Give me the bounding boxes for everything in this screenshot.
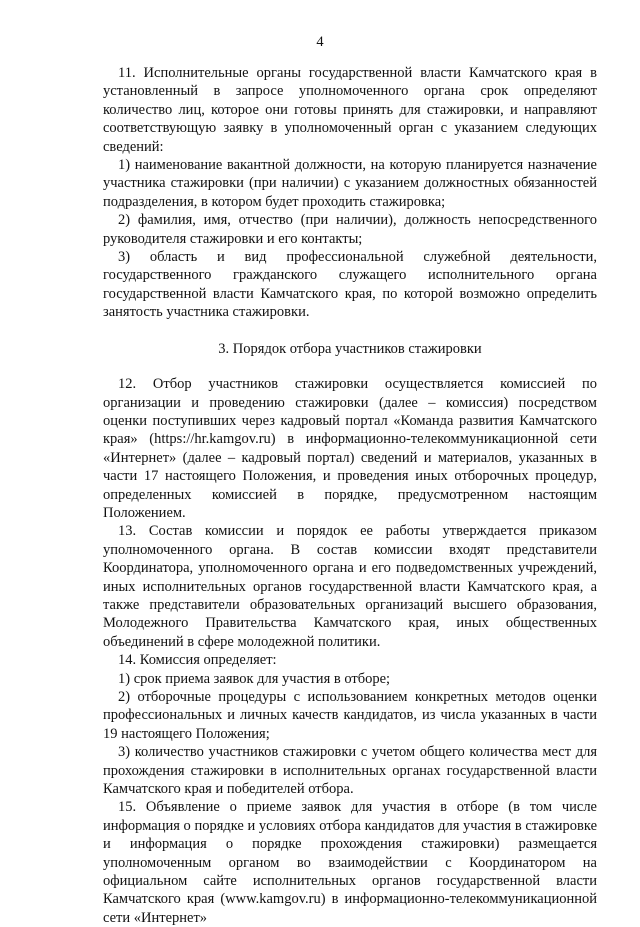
section-heading: 3. Порядок отбора участников стажировки <box>218 340 482 357</box>
list-item-2: 2) отборочные процедуры с использованием конкретных методов оценки профессиональных и личных качеств кандидатов, из числа указанных в части 19 настоящего Положения; <box>103 689 597 742</box>
paragraph-12: 12. Отбор участников стажировки осуществляется комиссией по организации и проведению стажировки (далее – комиссия) посредством оценки поступивших через кадровый портал «Команда развития Камчатского края» (https://hr.kamgov.ru) в информационно-телекоммуникационной сети «Интернет» (далее – кадровый портал) сведений и материалов, указанных в части 17 настоящего Положения, и проведения иных отборочных процедур, определенных комиссией в порядке, предусмотренном настоящим Положением. <box>103 376 597 521</box>
paragraph-11: 11. Исполнительные органы государственной власти Камчатского края в установленный в запросе уполномоченного органа срок определяют количество лиц, которое они готовы принять для стажировки, и направляют соответствующую заявку в уполномоченный орган с указанием следующих сведений: <box>103 65 597 155</box>
list-item-2: 2) фамилия, имя, отчество (при наличии), должность непосредственного руководителя стажировки и его контакты; <box>103 212 597 247</box>
list-item-3: 3) область и вид профессиональной служебной деятельности, государственного гражданского служащего исполнительного органа государственной власти Камчатского края, по которой возможно определить занятость участника стажировки. <box>103 249 597 321</box>
page-number: 4 <box>316 34 324 50</box>
paragraph-14: 14. Комиссия определяет: <box>118 652 277 669</box>
document-body <box>103 64 597 927</box>
list-item-1: 1) наименование вакантной должности, на которую планируется назначение участника стажировки (при наличии) с указанием должностных обязанностей подразделения, в котором будет проходить стажировка; <box>103 157 597 210</box>
list-item-1: 1) срок приема заявок для участия в отборе; <box>118 670 391 687</box>
paragraph-13: 13. Состав комиссии и порядок ее работы утверждается приказом уполномоченного органа. В состав комиссии входят представители Координатора, уполномоченного органа и его подведомственных учреждений, иных исполнительных органов государственной власти Камчатского края, а также представители образовательных организаций высшего образования, Молодежного Правительства Камчатского края, иных общественных объединений в сфере молодежной политики. <box>103 523 597 650</box>
paragraph-15: 15. Объявление о приеме заявок для участия в отборе (в том числе информация о порядке и условиях отбора кандидатов для участия в стажировке и информация о порядке прохождения стажировки) размещается уполномоченным органом во взаимодействии с Координатором на официальном сайте исполнительных органов государственной власти Камчатского края (www.kamgov.ru) в информационно-телекоммуникационной сети «Интернет» <box>103 799 597 926</box>
list-item-3: 3) количество участников стажировки с учетом общего количества мест для прохождения стажировки в исполнительных органах государственной власти Камчатского края и победителей отбора. <box>103 744 597 798</box>
